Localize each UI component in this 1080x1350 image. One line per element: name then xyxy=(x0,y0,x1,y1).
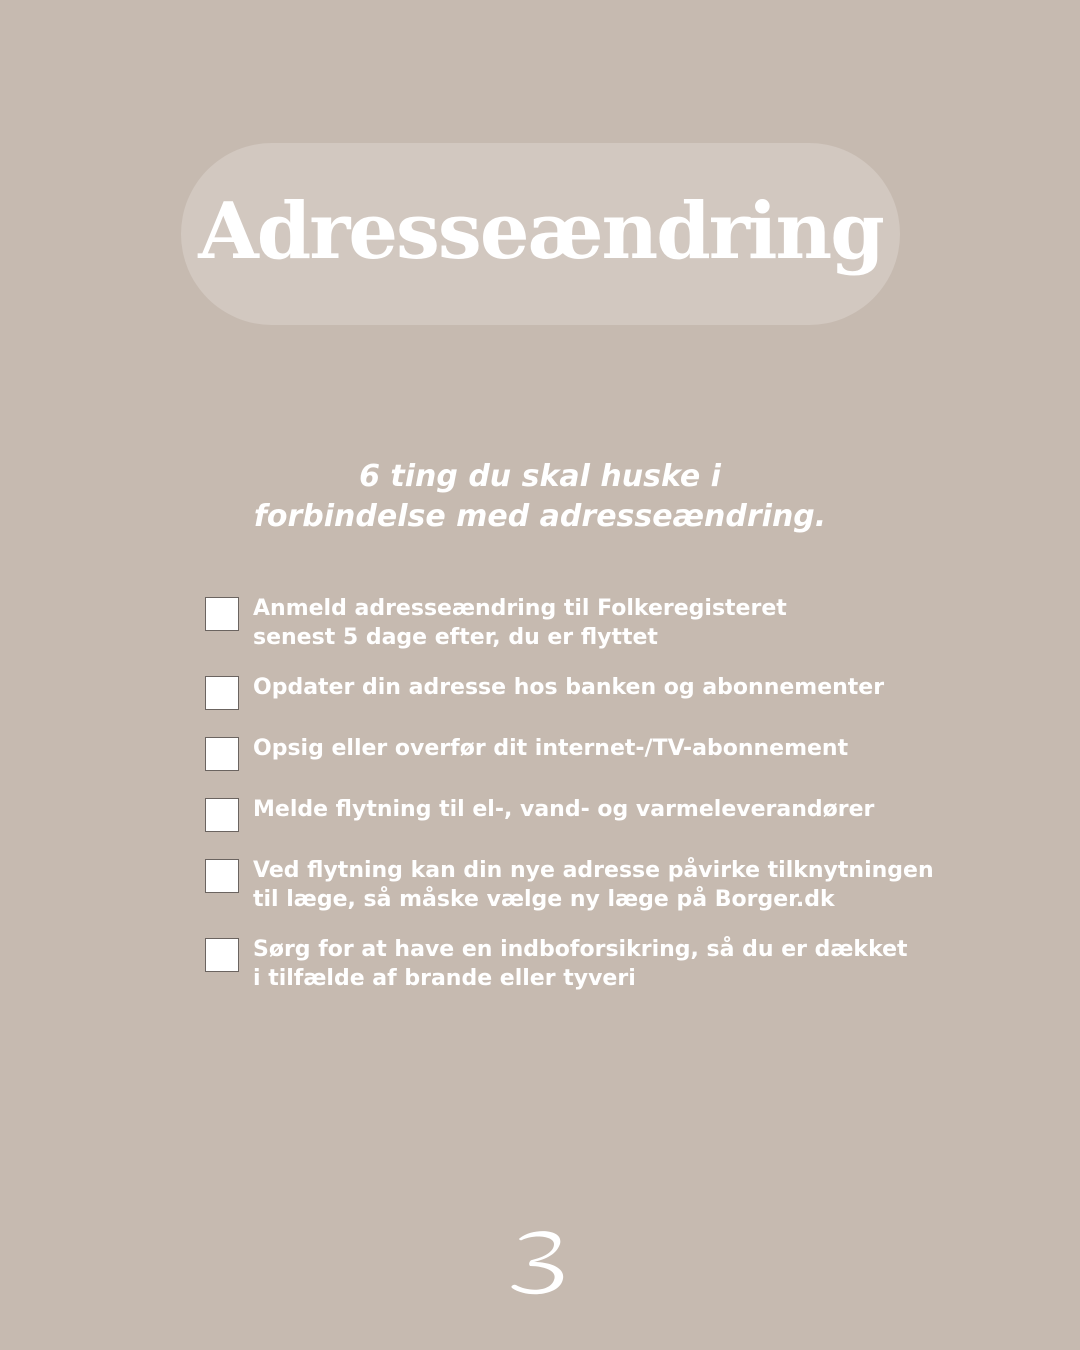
checklist-item-text xyxy=(253,734,953,763)
checkbox[interactable] xyxy=(205,938,239,972)
checklist-item-line: Melde flytning til el-, vand- og varmeleverandører xyxy=(253,797,875,822)
checkbox[interactable] xyxy=(205,859,239,893)
checkbox[interactable] xyxy=(205,737,239,771)
checklist-item-line: Anmeld adresseændring til Folkeregisteret xyxy=(253,596,787,621)
page-title: Adresseændring xyxy=(198,186,883,277)
subtitle-line-1: 6 ting du skal huske i xyxy=(359,459,721,494)
checklist-item-text xyxy=(253,856,953,914)
checklist-item-line: senest 5 dage efter, du er flyttet xyxy=(253,625,658,650)
checklist-item-line: til læge, så måske vælge ny læge på Borger.dk xyxy=(253,887,835,912)
checklist-item-line: Ved flytning kan din nye adresse påvirke tilknytningen xyxy=(253,858,934,883)
checklist-item-text xyxy=(253,795,953,824)
checkbox[interactable] xyxy=(205,676,239,710)
checkbox[interactable] xyxy=(205,597,239,631)
checklist-item-text xyxy=(253,594,953,652)
checklist-item-text xyxy=(253,673,953,702)
checkbox[interactable] xyxy=(205,798,239,832)
checklist-item-line: Opsig eller overfør dit internet-/TV-abonnement xyxy=(253,736,849,761)
checklist-item-line: Sørg for at have en indboforsikring, så du er dækket xyxy=(253,937,908,962)
checklist-item-line: Opdater din adresse hos banken og abonnementer xyxy=(253,675,885,700)
subtitle-line-2: forbindelse med adresseændring. xyxy=(253,499,827,534)
page-number xyxy=(490,1222,590,1302)
checklist-item-text xyxy=(253,935,953,993)
checklist-item-line: i tilfælde af brande eller tyveri xyxy=(253,966,636,991)
